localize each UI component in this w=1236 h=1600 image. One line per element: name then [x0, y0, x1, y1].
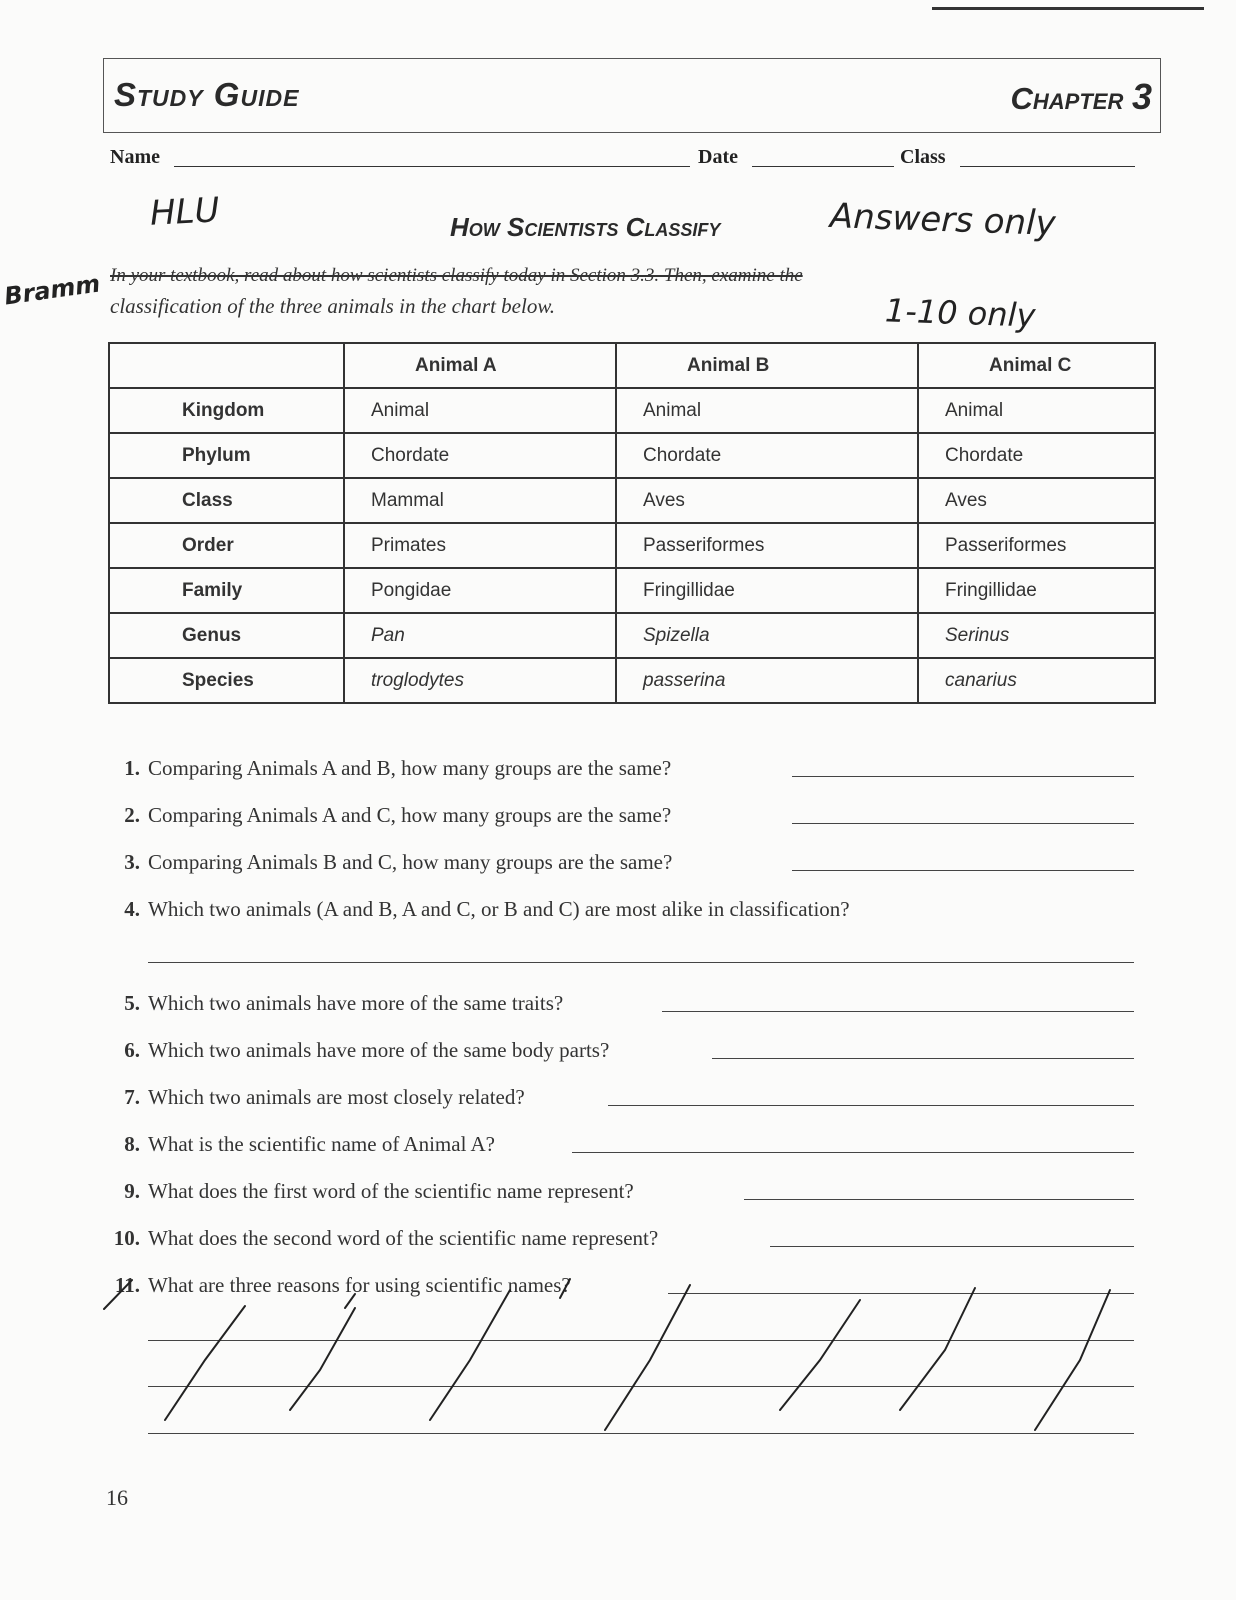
handwritten-answers-only: Answers only — [829, 196, 1057, 244]
table-cell: passerina — [616, 658, 918, 703]
slash-mark — [900, 1288, 975, 1410]
slash-mark — [560, 1279, 570, 1298]
table-cell: troglodytes — [344, 658, 616, 703]
slash-mark — [104, 1280, 132, 1309]
question-text: Comparing Animals A and C, how many groups are the same? — [148, 803, 672, 827]
table-cell: Spizella — [616, 613, 918, 658]
rank-cell: Species — [109, 658, 344, 703]
slash-mark — [605, 1285, 690, 1430]
rank-cell: Phylum — [109, 433, 344, 478]
table-cell: Mammal — [344, 478, 616, 523]
table-cell: Passeriformes — [918, 523, 1155, 568]
question-text: Which two animals (A and B, A and C, or B and C) are most alike in classification? — [148, 897, 850, 921]
table-cell: Aves — [616, 478, 918, 523]
slash-mark — [345, 1294, 355, 1308]
question-number: 1. — [124, 756, 140, 780]
question-text: Which two animals have more of the same body parts? — [148, 1038, 610, 1062]
table-cell: Fringillidae — [918, 568, 1155, 613]
table-cell: Primates — [344, 523, 616, 568]
name-label: Name — [110, 146, 160, 168]
column-header-animal-c: Animal C — [918, 343, 1155, 388]
date-label: Date — [698, 146, 738, 168]
table-cell: Pan — [344, 613, 616, 658]
question-text: What does the second word of the scientific name represent? — [148, 1226, 659, 1250]
question-number: 8. — [124, 1132, 140, 1156]
question-number: 10. — [113, 1226, 140, 1250]
handwritten-range-note: 1-10 only — [884, 291, 1037, 335]
question-number: 5. — [124, 991, 140, 1015]
rank-cell: Genus — [109, 613, 344, 658]
table-cell: Animal — [344, 388, 616, 433]
table-cell: Chordate — [918, 433, 1155, 478]
table-cell: Animal — [616, 388, 918, 433]
intro-line: classification of the three animals in the chart below. — [110, 294, 556, 318]
column-header-animal-a: Animal A — [344, 343, 616, 388]
slash-mark — [1035, 1290, 1110, 1430]
column-header-animal-b: Animal B — [616, 343, 918, 388]
question-text: Which two animals are most closely related? — [148, 1085, 525, 1109]
question-number: 6. — [124, 1038, 140, 1062]
table-cell: Passeriformes — [616, 523, 918, 568]
question-text: What does the first word of the scientific name represent? — [148, 1179, 634, 1203]
handwritten-initials: HLU — [149, 190, 221, 234]
question-text: Comparing Animals A and B, how many groups are the same? — [148, 756, 672, 780]
table-cell: Pongidae — [344, 568, 616, 613]
class-label: Class — [900, 146, 946, 168]
slash-mark — [165, 1306, 245, 1420]
question-text: Comparing Animals B and C, how many groups are the same? — [148, 850, 673, 874]
page-number: 16 — [106, 1485, 128, 1510]
table-cell: Animal — [918, 388, 1155, 433]
table-cell: Aves — [918, 478, 1155, 523]
slash-mark — [290, 1308, 355, 1410]
question-number: 9. — [124, 1179, 140, 1203]
slash-mark — [430, 1290, 510, 1420]
table-cell: Chordate — [344, 433, 616, 478]
section-title: How Scientists Classify — [450, 212, 721, 242]
study-guide-title: Study Guide — [114, 76, 300, 113]
slash-mark — [780, 1300, 860, 1410]
question-number: 3. — [124, 850, 140, 874]
rank-cell: Family — [109, 568, 344, 613]
intro-struck-line: In your textbook, read about how scientists classify today in Section 3.3. Then, examine the — [110, 265, 803, 286]
table-cell: Serinus — [918, 613, 1155, 658]
question-text: Which two animals have more of the same traits? — [148, 991, 564, 1015]
rank-cell: Kingdom — [109, 388, 344, 433]
question-number: 11. — [114, 1273, 140, 1297]
rank-cell: Order — [109, 523, 344, 568]
chapter-word: Chapter — [1010, 81, 1124, 116]
table-cell: canarius — [918, 658, 1155, 703]
table-cell: Chordate — [616, 433, 918, 478]
handwritten-margin-note: Bramm — [2, 269, 102, 311]
question-text: What is the scientific name of Animal A? — [148, 1132, 495, 1156]
question-text: What are three reasons for using scientific names? — [148, 1273, 571, 1297]
question-number: 2. — [124, 803, 140, 827]
chapter-number: 3 — [1131, 76, 1152, 117]
table-cell: Fringillidae — [616, 568, 918, 613]
question-number: 7. — [124, 1085, 140, 1109]
rank-cell: Class — [109, 478, 344, 523]
question-number: 4. — [124, 897, 140, 921]
